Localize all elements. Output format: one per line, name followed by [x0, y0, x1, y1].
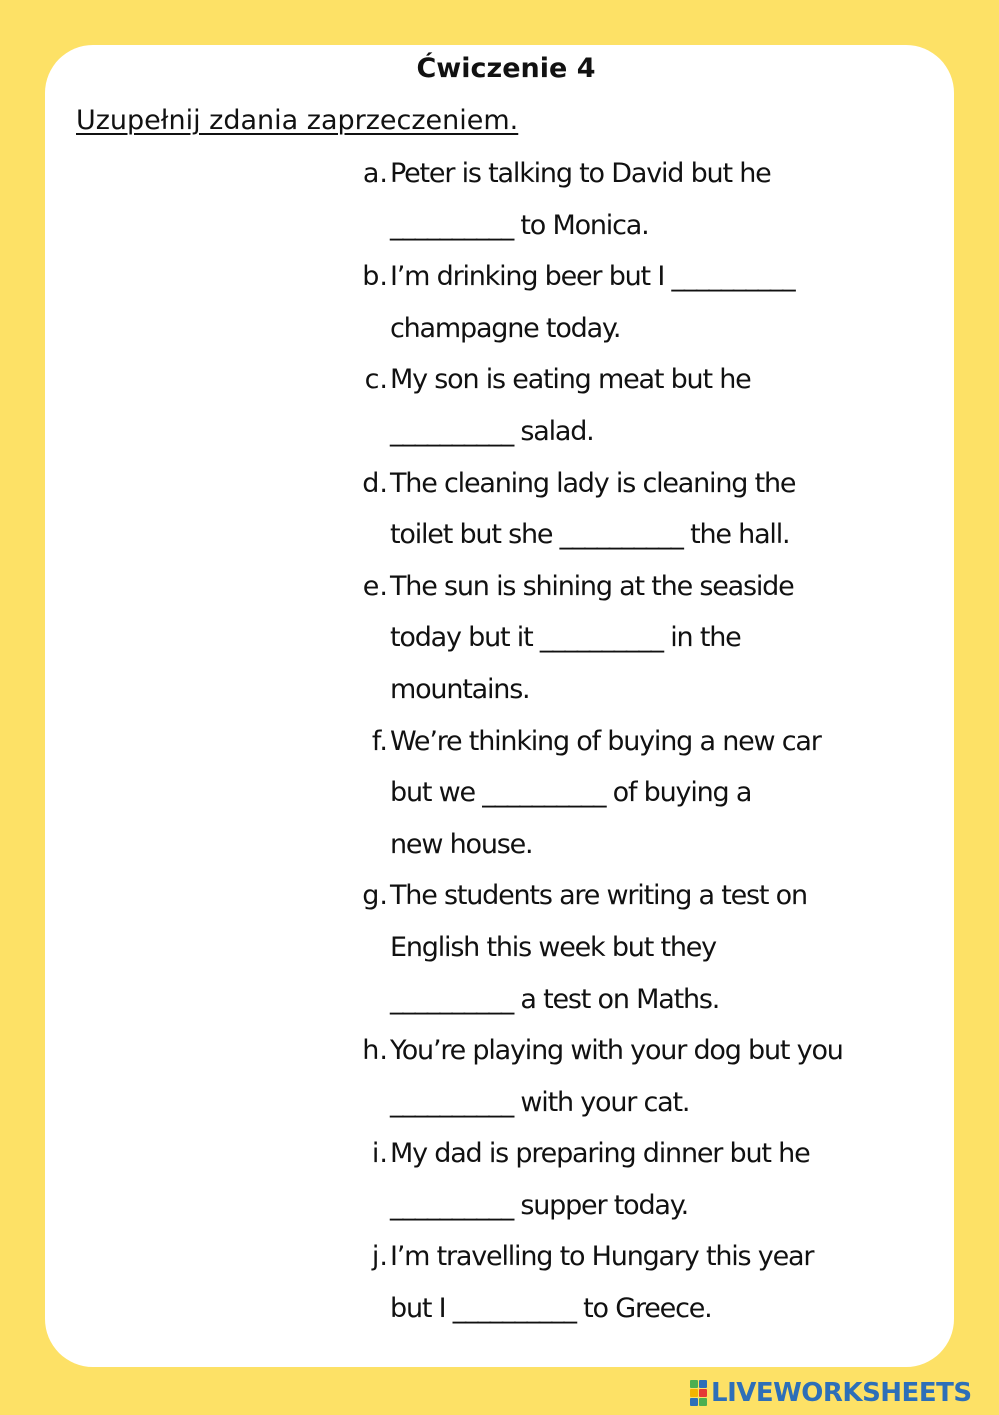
- item-text: [388, 148, 935, 251]
- liveworksheets-logo-icon: [690, 1380, 707, 1406]
- liveworksheets-logo[interactable]: [690, 1377, 972, 1409]
- page-title: Ćwiczenie 4: [416, 53, 596, 84]
- item-letter: e.: [362, 570, 388, 602]
- exercise-item-i: [345, 1128, 945, 1231]
- item-letter: h.: [362, 1035, 388, 1067]
- item-line: The sun is shining at the seaside: [390, 570, 794, 602]
- item-line: My dad is preparing dinner but he: [390, 1138, 810, 1170]
- item-line: English this week but they: [390, 931, 716, 963]
- item-letter: d.: [362, 467, 388, 499]
- item-text: [388, 1025, 935, 1128]
- item-line: You’re playing with your dog but you: [390, 1035, 843, 1067]
- exercise-item-g: [345, 870, 945, 1025]
- item-text: [388, 354, 935, 457]
- item-text: [388, 458, 935, 561]
- item-letter: a.: [362, 158, 388, 189]
- instruction-text: Uzupełnij zdania zaprzeczeniem.: [76, 105, 519, 136]
- item-line: champagne today.: [390, 312, 621, 344]
- item-letter: j.: [371, 1241, 388, 1273]
- exercise-item-a: [345, 148, 945, 251]
- item-line: mountains.: [390, 673, 530, 705]
- item-line: Peter is talking to David but he: [390, 158, 771, 189]
- exercise-item-j: [345, 1231, 945, 1334]
- item-line: __________ salad.: [390, 415, 594, 447]
- exercise-item-f: [345, 716, 945, 871]
- item-text: [388, 251, 935, 354]
- item-line: My son is eating meat but he: [390, 364, 751, 396]
- item-line: The students are writing a test on: [390, 880, 807, 912]
- item-line: new house.: [390, 828, 533, 860]
- item-line: but I __________ to Greece.: [390, 1293, 712, 1325]
- item-text: [388, 1231, 935, 1334]
- item-line: I’m drinking beer but I __________: [390, 261, 795, 293]
- item-line: __________ supper today.: [390, 1189, 689, 1221]
- item-line: The cleaning lady is cleaning the: [390, 467, 796, 499]
- item-text: [388, 561, 935, 716]
- exercise-item-d: [345, 458, 945, 561]
- item-line: today but it __________ in the: [390, 622, 741, 654]
- logo-text: LIVEWORKSHEETS: [711, 1378, 972, 1408]
- item-line: __________ a test on Maths.: [390, 983, 720, 1015]
- exercise-list: [345, 148, 945, 1335]
- item-letter: c.: [364, 364, 388, 396]
- item-line: I’m travelling to Hungary this year: [390, 1241, 814, 1273]
- item-line: but we __________ of buying a: [390, 777, 752, 809]
- item-letter: i.: [371, 1138, 388, 1170]
- item-line: __________ to Monica.: [390, 209, 649, 241]
- item-line: toilet but she __________ the hall.: [390, 519, 790, 551]
- exercise-item-c: [345, 354, 945, 457]
- item-line: We’re thinking of buying a new car: [390, 725, 821, 757]
- exercise-item-h: [345, 1025, 945, 1128]
- item-line: __________ with your cat.: [390, 1086, 690, 1118]
- item-letter: f.: [371, 725, 388, 757]
- exercise-item-b: [345, 251, 945, 354]
- item-letter: g.: [362, 880, 388, 912]
- item-text: [388, 1128, 935, 1231]
- item-text: [388, 716, 935, 871]
- exercise-item-e: [345, 561, 945, 716]
- item-text: [388, 870, 935, 1025]
- item-letter: b.: [362, 261, 388, 293]
